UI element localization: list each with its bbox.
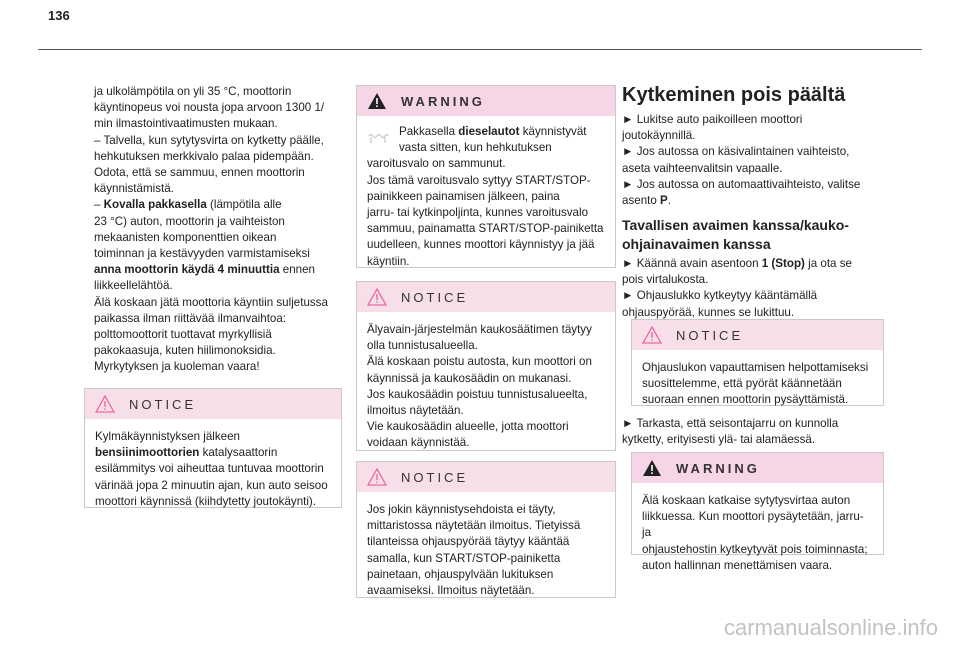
text-line: käyntiin.	[367, 254, 410, 268]
text-line: samalla, kun START/STOP-painiketta	[367, 551, 561, 565]
text-line: Myrkytyksen ja kuoleman vaara!	[94, 360, 260, 374]
warning-header	[632, 453, 883, 483]
bold-text: anna moottorin käydä 4 minuuttia	[94, 263, 280, 277]
text-line: ohjaustehostin kytkeytyvät pois toiminnasta;	[642, 542, 868, 556]
text-line: Odota, että se sammuu, ennen moottorin	[94, 166, 305, 180]
bold-text: dieselautot	[458, 125, 520, 138]
text-line: auton hallinnan menettämisen vaara.	[642, 558, 833, 572]
text-line: Älä koskaan katkaise sytytysvirtaa auton	[642, 494, 851, 507]
notice-title: NOTICE	[401, 289, 469, 305]
text-line: ohjauspyörää, kunnes se lukittuu.	[622, 305, 795, 319]
warning-title: WARNING	[401, 93, 485, 109]
text-line: min ilmastointivaatimusten mukaan.	[94, 117, 278, 131]
text-line: Jos tämä varoitusvalo syttyy START/STOP-	[367, 173, 591, 187]
text-line: ► Lukitse auto paikoilleen moottori	[622, 113, 803, 126]
notice-body	[632, 350, 883, 419]
notice-header	[85, 389, 341, 419]
text-line: pois virtalukosta.	[622, 273, 709, 287]
notice-box-steering-lock	[631, 319, 884, 406]
text-line: ► Jos autossa on automaattivaihteisto, valitse	[622, 177, 861, 191]
text-line: Vie kaukosäädin alueelle, jotta moottori	[367, 420, 569, 434]
text-line: Älyavain-järjestelmän kaukosäätimen täytyy	[367, 323, 592, 336]
text-line: kytketty, erityisesti ylä- tai alamäessä.	[622, 433, 816, 447]
notice-header	[357, 282, 615, 312]
text-line: Jos jokin käynnistysehdoista ei täyty,	[367, 503, 556, 516]
text-line: Jos kaukosäädin poistuu tunnistusalueelta,	[367, 387, 588, 401]
warning-triangle-icon	[367, 92, 387, 110]
key-steps	[622, 256, 882, 321]
warning-header	[357, 86, 615, 116]
notice-title: NOTICE	[676, 327, 744, 343]
text-line: tilanteissa ohjauspyörää täytyy kääntää	[367, 535, 570, 549]
notice-title: NOTICE	[129, 396, 197, 412]
text-line: 23 °C) auton, moottorin ja vaihteiston	[94, 214, 285, 228]
text-line: ilmoitus näytetään.	[367, 404, 464, 418]
text-line: ja ulkolämpötila on yli 35 °C, moottorin	[94, 85, 292, 98]
page-number: 136	[48, 8, 70, 23]
text-line: Ohjauslukon vapauttamisen helpottamiseksi	[642, 361, 869, 374]
switch-off-steps	[622, 112, 882, 209]
text-line: ► Tarkasta, että seisontajarru on kunnolla	[622, 417, 839, 430]
subsection-heading: Tavallisen avaimen kanssa/kauko- ohjainavaimen kanssa	[622, 217, 849, 252]
text-line: bensiinimoottorien katalysaattorin	[95, 446, 278, 460]
notice-box-smart-key	[356, 281, 616, 451]
text-line: olla tunnistusalueella.	[367, 339, 478, 353]
warning-triangle-icon	[642, 326, 662, 344]
section-heading: Kytkeminen pois päältä	[622, 84, 846, 106]
text-line: uudelleen, kunnes moottori käynnistyy ja jää	[367, 238, 595, 252]
text-line: aseta vaihteenvalitsin vapaalle.	[622, 161, 783, 175]
text-line: mekaanisten komponenttien oikean	[94, 230, 277, 244]
text-line: käynnistämistä.	[94, 182, 174, 196]
text-line: Pakkasella dieselautot käynnistyvät	[399, 125, 587, 138]
notice-header	[357, 462, 615, 492]
text-line: – Talvella, kun sytytysvirta on kytketty päälle,	[94, 133, 324, 147]
text-line: Älä koskaan jätä moottoria käyntiin suljetussa	[94, 295, 328, 309]
text-line: voidaan käynnistää.	[367, 436, 470, 450]
text-line: paikassa ilman riittävää ilmanvaihtoa:	[94, 311, 287, 325]
text-line: varoitusvalo on sammunut.	[367, 157, 506, 171]
text-line: jarru- tai kytkinpoljinta, kunnes varoitusvalo	[367, 206, 589, 220]
text-line: – Kovalla pakkasella (lämpötila alle	[94, 198, 282, 212]
text-line: liikkeellelähtöä.	[94, 279, 173, 293]
text-line: liikkuessa. Kun moottori pysäytetään, jarru- ja	[642, 510, 864, 540]
warning-triangle-icon	[95, 395, 115, 413]
warning-body	[632, 483, 883, 584]
bold-text: P	[660, 194, 668, 208]
notice-box-catalyst	[84, 388, 342, 508]
notice-body	[85, 419, 341, 520]
notice-body	[357, 492, 615, 609]
warning-box-ignition	[631, 452, 884, 572]
text-line: suosittelemme, että pyörät käännetään	[642, 377, 842, 391]
text-line: suoraan ennen moottorin pysäyttämistä.	[642, 393, 849, 407]
text-line: käynnissä ja kaukosäädin on mukanasi.	[367, 371, 572, 385]
text-line: vasta sitten, kun hehkutuksen	[399, 141, 552, 155]
header-rule	[38, 49, 922, 50]
warning-triangle-icon	[642, 459, 662, 477]
warning-box-diesel	[356, 85, 616, 268]
text-line: hehkutuksen merkkivalo palaa pidempään.	[94, 149, 314, 163]
text-line: joutokäynnillä.	[622, 129, 696, 143]
text-line: esilämmitys voi aiheuttaa tuntuvaa moottorin	[95, 462, 324, 476]
text-line: moottori käynnissä (kiihdytetty joutokäynti).	[95, 494, 317, 508]
text-line: toiminnan ja kestävyyden varmistamiseksi	[94, 247, 310, 261]
text-line: ► Jos autossa on käsivalintainen vaihteisto,	[622, 145, 850, 159]
warning-body	[357, 116, 615, 280]
notice-box-start-conditions	[356, 461, 616, 598]
text-line: ► Käännä avain asentoon 1 (Stop) ja ota se	[622, 257, 852, 270]
notice-header	[632, 320, 883, 350]
warning-title: WARNING	[676, 460, 760, 476]
warning-triangle-icon	[367, 288, 387, 306]
intro-text	[94, 84, 344, 376]
notice-title: NOTICE	[401, 469, 469, 485]
bold-text: Kovalla pakkasella	[103, 198, 207, 212]
watermark: carmanualsonline.info	[723, 615, 938, 640]
text-line: asento P.	[622, 194, 671, 208]
text-line: painetaan, ohjauspylvään lukituksen	[367, 567, 554, 581]
text-line: ► Ohjauslukko kytkeytyy kääntämällä	[622, 289, 818, 303]
text-line: Älä koskaan poistu autosta, kun moottori on	[367, 355, 592, 369]
text-line: avaamiseksi. Ilmoitus näytetään.	[367, 584, 535, 598]
bold-text: bensiinimoottorien	[95, 446, 200, 460]
handbrake-step	[622, 416, 882, 448]
warning-triangle-icon	[367, 468, 387, 486]
bold-text: 1 (Stop)	[761, 257, 805, 270]
glow-plug-icon	[367, 130, 389, 144]
text-line: sammuu, painamatta START/STOP-painiketta	[367, 222, 604, 236]
text-line: Kylmäkäynnistyksen jälkeen	[95, 430, 240, 443]
text-line: anna moottorin käydä 4 minuuttia ennen	[94, 263, 315, 277]
text-line: polttomoottorit tuottavat myrkyllisiä	[94, 328, 272, 342]
text-line: värinää jopa 2 minuutin ajan, kun auto seisoo	[95, 478, 328, 492]
text-line: käyntinopeus voi nousta jopa arvoon 1300 1/	[94, 101, 325, 115]
text-line: mittaristossa näytetään ilmoitus. Tietyissä	[367, 519, 581, 533]
text-line: painikkeen painamisen jälkeen, paina	[367, 189, 560, 203]
text-line: pakokaasuja, kuten hiilimonoksidia.	[94, 344, 276, 358]
notice-body	[357, 312, 615, 462]
